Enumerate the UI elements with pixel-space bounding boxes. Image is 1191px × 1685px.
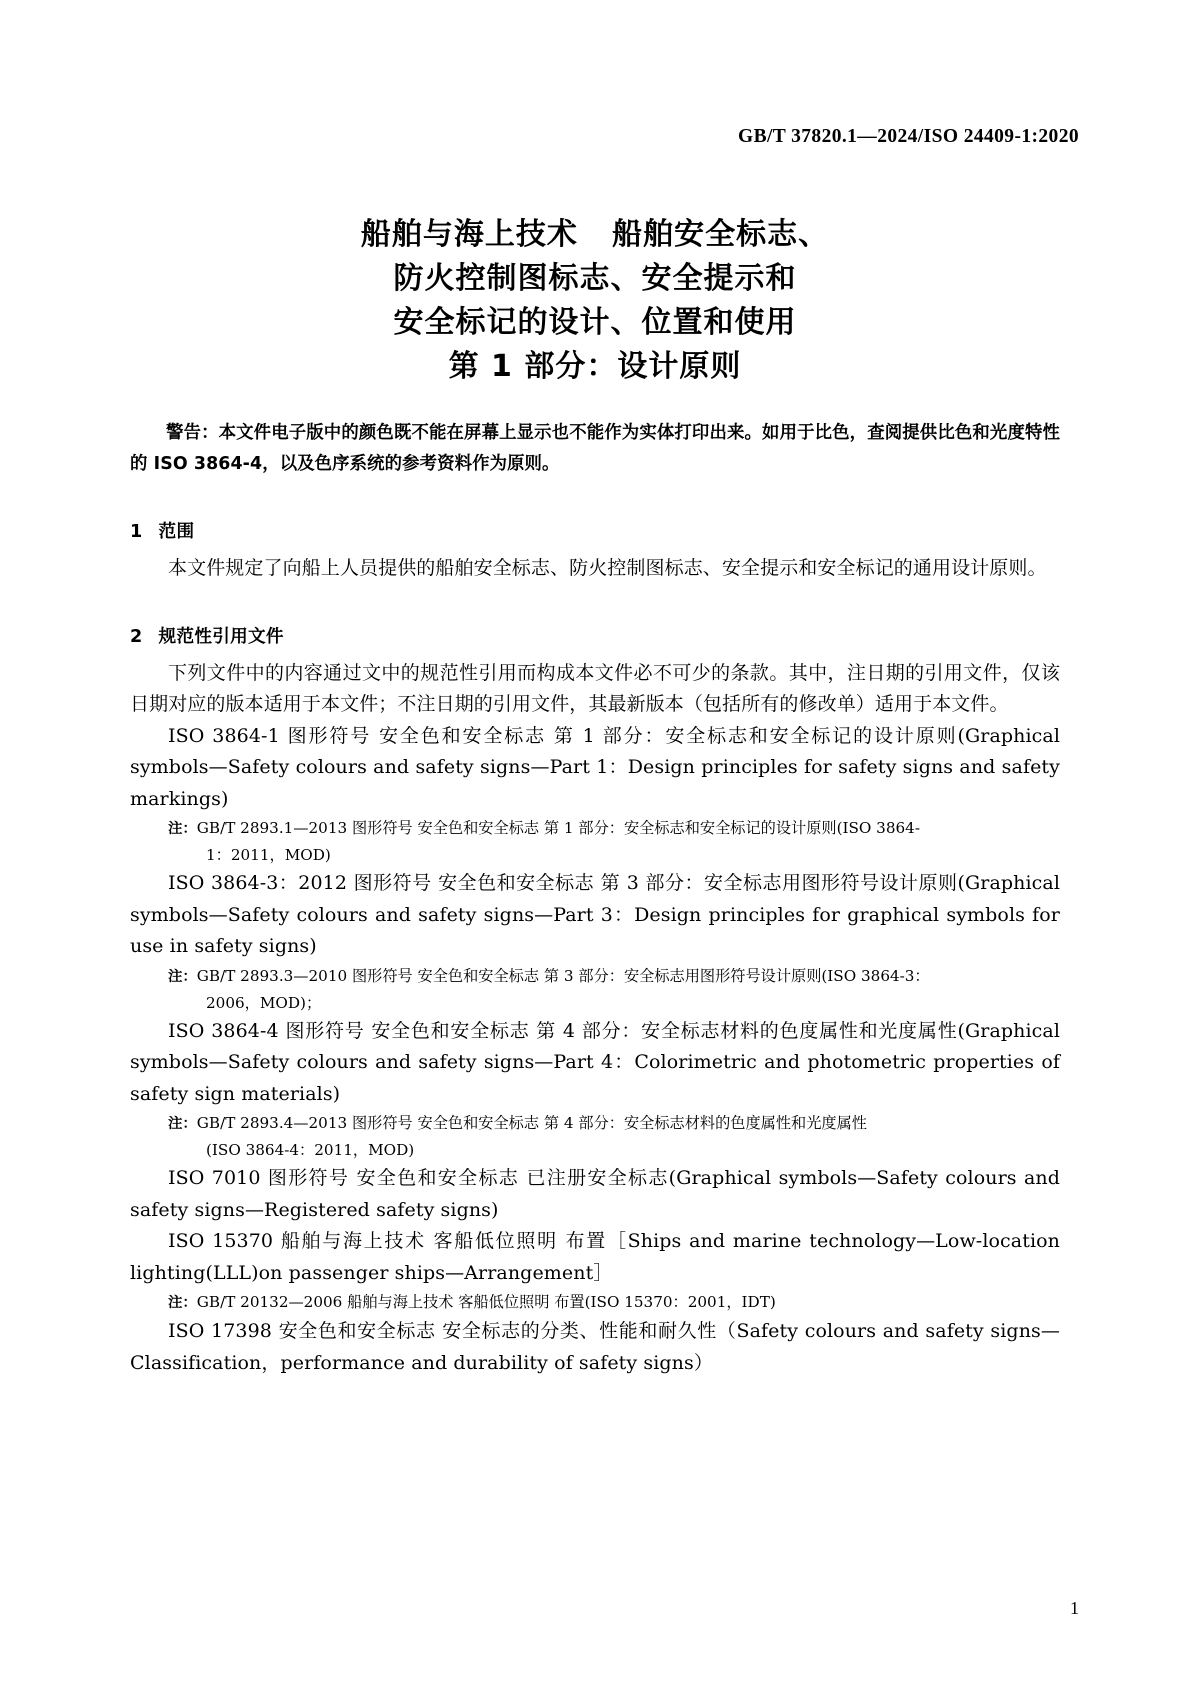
reference-zh-iso-3864-4: ISO 3864-4 图形符号 安全色和安全标志 第 4 部分：安全标志材料的色度属性和光度属性: [168, 1019, 958, 1042]
section-number-1: 1: [130, 522, 143, 542]
note-label-1: 注：: [168, 821, 197, 837]
reference-entry-iso-3864-4: [130, 1016, 1060, 1111]
section-title-1: 范围: [158, 522, 195, 542]
title-line-4: 第 1 部分：设计原则: [448, 349, 742, 384]
section-title-2: 规范性引用文件: [158, 626, 284, 647]
reference-note-iso-15370: [130, 1289, 1060, 1316]
note-text-1: GB/T 2893.1—2013 图形符号 安全色和安全标志 第 1 部分：安全标志和安全标记的设计原则(ISO 3864-: [196, 819, 920, 837]
reference-note-iso-3864-1: [130, 815, 1060, 868]
note-label-4: 注：: [168, 1295, 197, 1311]
running-header-standard-number: GB/T 37820.1—2024/ISO 24409-1:2020: [738, 126, 1079, 147]
section-number-2: 2: [130, 626, 143, 647]
page-number: 1: [1070, 1598, 1079, 1618]
warning-text: 警告：本文件电子版中的颜色既不能在屏幕上显示也不能作为实体打印出来。如用于比色，查阅提供比色和光度特性的 ISO 3864-4，以及色序系统的参考资料作为原则。: [130, 423, 1060, 474]
reference-entry-iso-7010: ISO 7010 图形符号 安全色和安全标志 已注册安全标志(Graphical symbols—Safety colours and safety signs—Registered safety signs): [130, 1167, 1060, 1221]
reference-zh-iso-3864-3: ISO 3864-3：2012 图形符号 安全色和安全标志 第 3 部分：安全标志用图形符号设计原则: [168, 872, 958, 894]
reference-note-iso-3864-3: [130, 963, 1060, 1016]
reference-entry-iso-15370: ISO 15370 船舶与海上技术 客船低位照明 布置［Ships and marine technology—Low-location lighting(LLL)on passenger ships—Arrangement］: [130, 1230, 1060, 1284]
note-text-1-cont: 1：2011，MOD): [206, 846, 331, 864]
warning-paragraph: [130, 418, 1060, 480]
reference-zh-iso-3864-1: ISO 3864-1 图形符号 安全色和安全标志 第 1 部分：安全标志和安全标记的设计原则: [168, 724, 958, 747]
title-line-3: 安全标记的设计、位置和使用: [393, 305, 797, 340]
note-text-2: GB/T 2893.3—2010 图形符号 安全色和安全标志 第 3 部分：安全标志用图形符号设计原则(ISO 3864-3：: [196, 966, 930, 985]
note-text-2-cont: 2006，MOD)；: [206, 993, 322, 1012]
reference-en-iso-3864-4: (Graphical symbols—Safety colours and safety signs—Part 4：Colorimetric and photometric properties of safety sign materials): [130, 1019, 1060, 1105]
note-label-3: 注：: [168, 1116, 197, 1132]
reference-entry-iso-3864-3: [130, 868, 1060, 963]
note-text-4: GB/T 20132—2006 船舶与海上技术 客船低位照明 布置(ISO 15370：2001，IDT): [196, 1293, 776, 1311]
section-2-paragraph: 下列文件中的内容通过文中的规范性引用而构成本文件必不可少的条款。其中，注日期的引用文件，仅该日期对应的版本适用于本文件；不注日期的引用文件，其最新版本（包括所有的修改单）适用于本文件。: [130, 661, 1060, 715]
note-text-3: GB/T 2893.4—2013 图形符号 安全色和安全标志 第 4 部分：安全标志材料的色度属性和光度属性: [196, 1114, 867, 1132]
reference-en-iso-3864-3: (Graphical symbols—Safety colours and safety signs—Part 3：Design principles for graphical symbols for use in safety signs): [130, 872, 1060, 957]
reference-en-iso-3864-1: (Graphical symbols—Safety colours and safety signs—Part 1：Design principles for safety signs and safety markings): [130, 724, 1060, 810]
section-heading-1: [130, 518, 1060, 543]
section-1-paragraph: 本文件规定了向船上人员提供的船舶安全标志、防火控制图标志、安全提示和安全标记的通用设计原则。: [168, 557, 1047, 579]
document-body: [130, 418, 1060, 1379]
reference-entry-iso-17398: ISO 17398 安全色和安全标志 安全标志的分类、性能和耐久性（Safety colours and safety signs—Classification，performance and durability of safety signs）: [130, 1320, 1060, 1374]
document-title: [130, 213, 1060, 389]
title-line-1: 船舶与海上技术 船舶安全标志、: [360, 217, 830, 252]
reference-note-iso-3864-4: [130, 1110, 1060, 1163]
title-line-2: 防火控制图标志、安全提示和: [393, 261, 797, 296]
reference-entry-iso-3864-1: [130, 721, 1060, 816]
note-label-2: 注：: [168, 968, 197, 985]
section-heading-2: [130, 623, 1060, 648]
note-text-3-cont: (ISO 3864-4：2011，MOD): [206, 1141, 415, 1159]
